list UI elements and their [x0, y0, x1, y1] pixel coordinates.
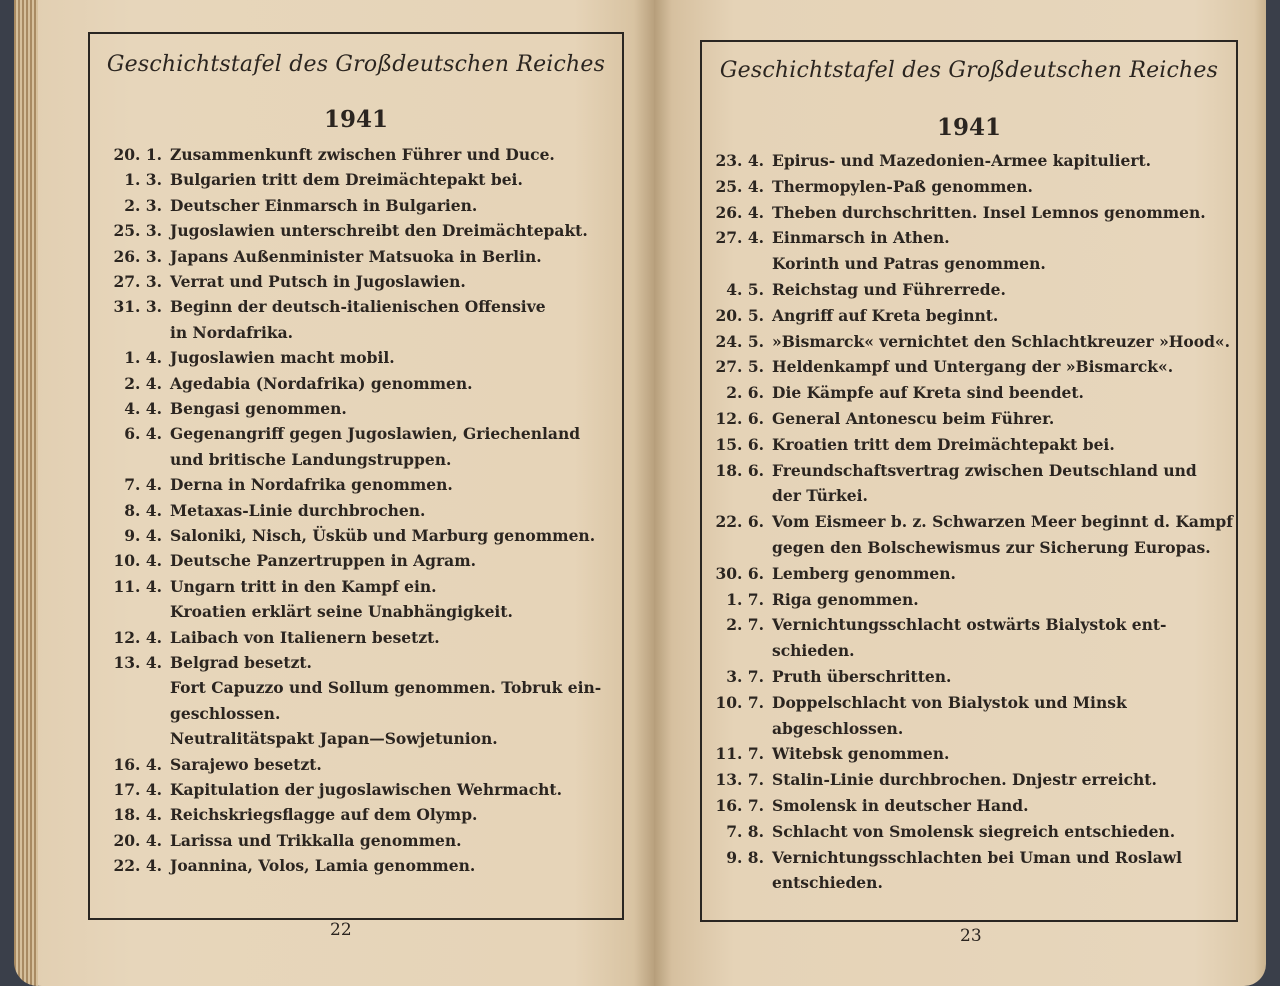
left-page-year: 1941 [323, 106, 388, 133]
entry-text: Vernichtungsschlachten bei Uman und Roslawl [772, 847, 1183, 867]
entry-text: Korinth und Patras genommen. [772, 254, 1046, 274]
entry-text: Thermopylen-Paß genommen. [772, 176, 1033, 196]
left-page-frame [88, 32, 624, 920]
right-page-number: 23 [960, 926, 982, 946]
left-page [14, 0, 654, 986]
entry-text: Einmarsch in Athen. [772, 228, 950, 248]
entry-date: 27. 3. [113, 272, 162, 291]
entry-text: Kroatien erklärt seine Unabhängigkeit. [170, 602, 513, 622]
entry-text: Neutralitätspakt Japan—Sowjetunion. [170, 729, 498, 749]
entry-date: 2. 4. [124, 373, 162, 393]
entry-text: Saloniki, Nisch, Üsküb und Marburg genommen. [170, 526, 596, 545]
entry-date: 26. 3. [113, 246, 162, 266]
entry-text: Ungarn tritt in den Kampf ein. [170, 576, 437, 596]
entry-text: Deutscher Einmarsch in Bulgarien. [170, 195, 478, 215]
entry-date: 25. 3. [113, 221, 162, 241]
entry-date: 18. 6. [715, 460, 764, 480]
entry-text: Jugoslawien macht mobil. [170, 348, 395, 368]
entry-date: 18. 4. [113, 805, 162, 825]
entry-date: 27. 4. [715, 228, 764, 248]
entry-text: Theben durchschritten. Insel Lemnos genommen. [772, 202, 1206, 222]
entry-text: geschlossen. [170, 703, 281, 723]
entry-date: 31. 3. [113, 297, 162, 317]
left-page-number: 22 [330, 920, 352, 940]
entry-date: 12. 4. [113, 627, 162, 647]
entry-text: Sarajewo besetzt. [170, 754, 322, 774]
entry-date: 12. 6. [715, 409, 764, 428]
left-page-heading: Geschichtstafel des Großdeutschen Reiches [106, 52, 606, 77]
entry-text: Reichskriegsflagge auf dem Olymp. [170, 805, 478, 825]
entry-date: 26. 4. [715, 202, 764, 222]
entry-date: 27. 5. [715, 357, 764, 377]
entry-text: Beginn der deutsch-italienischen Offensive [170, 297, 546, 317]
entry-text: Angriff auf Kreta beginnt. [772, 305, 999, 325]
entry-text: Agedabia (Nordafrika) genommen. [170, 373, 473, 393]
entry-text: entschieden. [772, 873, 883, 893]
entry-date: 17. 4. [113, 780, 162, 799]
entry-date: 16. 7. [715, 796, 764, 815]
entry-date: 15. 6. [715, 434, 764, 454]
entry-text: gegen den Bolschewismus zur Sicherung Europas. [772, 537, 1211, 557]
entry-text: Jugoslawien unterschreibt den Dreimächtepakt. [170, 221, 588, 241]
entry-text: Bulgarien tritt dem Dreimächtepakt bei. [170, 170, 523, 190]
entry-date: 2. 6. [726, 383, 764, 403]
entry-date: 22. 4. [113, 856, 162, 876]
right-page-heading: Geschichtstafel des Großdeutschen Reiches [719, 58, 1219, 83]
entry-text: Lemberg genommen. [772, 563, 956, 583]
entry-date: 13. 7. [715, 770, 764, 790]
entry-text: Japans Außenminister Matsuoka in Berlin. [170, 246, 542, 266]
entry-text: Freundschaftsvertrag zwischen Deutschland und [772, 460, 1197, 480]
entry-date: 16. 4. [113, 754, 162, 774]
entry-date: 2. 3. [124, 195, 162, 215]
entry-date: 9. 4. [124, 526, 162, 545]
entry-date: 1. 4. [124, 348, 162, 368]
entry-text: Metaxas-Linie durchbrochen. [170, 500, 426, 520]
entry-text: Gegenangriff gegen Jugoslawien, Griechenland [170, 424, 581, 444]
right-page-frame [700, 40, 1238, 922]
entry-date: 11. 7. [715, 744, 764, 764]
entry-date: 7. 8. [726, 821, 764, 841]
entry-date: 1. 3. [124, 170, 162, 190]
entry-text: Bengasi genommen. [170, 399, 347, 418]
right-page-year: 1941 [936, 114, 1001, 141]
entry-text: Zusammenkunft zwischen Führer und Duce. [170, 145, 555, 164]
entry-text: Joannina, Volos, Lamia genommen. [170, 856, 476, 876]
entry-date: 23. 4. [715, 151, 764, 170]
entry-date: 8. 4. [124, 500, 162, 520]
entry-text: Schlacht von Smolensk siegreich entschieden. [772, 821, 1176, 841]
entry-date: 20. 5. [715, 305, 764, 325]
entry-date: 4. 5. [726, 280, 764, 299]
entry-date: 3. 7. [726, 667, 764, 686]
entry-date: 10. 4. [113, 551, 162, 571]
entry-text: Laibach von Italienern besetzt. [170, 627, 440, 647]
entry-text: und britische Landungstruppen. [170, 449, 452, 469]
entry-text: Deutsche Panzertruppen in Agram. [170, 551, 477, 571]
entry-text: Doppelschlacht von Bialystok und Minsk [772, 692, 1127, 712]
entry-text: Pruth überschritten. [772, 667, 952, 686]
entry-date: 7. 4. [124, 475, 162, 495]
page-edges [14, 0, 38, 986]
entry-text: schieden. [772, 641, 855, 661]
entry-text: »Bismarck« vernichtet den Schlachtkreuzer »Hood«. [772, 331, 1231, 351]
entry-date: 20. 1. [113, 145, 162, 164]
entry-text: abgeschlossen. [772, 718, 904, 738]
entry-date: 2. 7. [726, 615, 764, 635]
entry-date: 20. 4. [113, 830, 162, 850]
entry-date: 1. 7. [726, 589, 764, 609]
entry-text: Kroatien tritt dem Dreimächtepakt bei. [772, 434, 1115, 454]
entry-date: 4. 4. [124, 399, 162, 418]
entry-text: Fort Capuzzo und Sollum genommen. Tobruk ein- [170, 678, 602, 698]
entry-date: 11. 4. [113, 576, 162, 596]
entry-text: General Antonescu beim Führer. [772, 409, 1055, 428]
entry-text: Smolensk in deutscher Hand. [772, 796, 1029, 815]
entry-text: Vom Eismeer b. z. Schwarzen Meer beginnt d. Kampf [772, 512, 1233, 532]
entry-text: Larissa und Trikkalla genommen. [170, 830, 462, 850]
entry-date: 30. 6. [715, 563, 764, 583]
entry-date: 6. 4. [124, 424, 162, 444]
entry-text: Kapitulation der jugoslawischen Wehrmacht. [170, 780, 562, 799]
entry-text: Reichstag und Führerrede. [772, 280, 1006, 299]
entry-date: 10. 7. [715, 692, 764, 712]
entry-text: Die Kämpfe auf Kreta sind beendet. [772, 383, 1084, 403]
entry-text: Stalin-Linie durchbrochen. Dnjestr erreicht. [772, 770, 1157, 790]
entry-date: 9. 8. [726, 847, 764, 867]
entry-text: der Türkei. [772, 486, 868, 506]
entry-date: 24. 5. [715, 331, 764, 351]
entry-text: Belgrad besetzt. [170, 653, 312, 672]
entry-text: Derna in Nordafrika genommen. [170, 475, 453, 495]
entry-text: Epirus- und Mazedonien-Armee kapituliert. [772, 151, 1152, 170]
entry-text: Vernichtungsschlacht ostwärts Bialystok ent- [772, 615, 1167, 635]
entry-date: 25. 4. [715, 176, 764, 196]
right-page [654, 0, 1266, 986]
entry-text: Riga genommen. [772, 589, 919, 609]
entry-date: 13. 4. [113, 653, 162, 672]
entry-text: Verrat und Putsch in Jugoslawien. [170, 272, 466, 291]
entry-text: Witebsk genommen. [772, 744, 950, 764]
entry-text: Heldenkampf und Untergang der »Bismarck«. [772, 357, 1174, 377]
entry-text: in Nordafrika. [170, 322, 294, 342]
entry-date: 22. 6. [715, 512, 764, 532]
